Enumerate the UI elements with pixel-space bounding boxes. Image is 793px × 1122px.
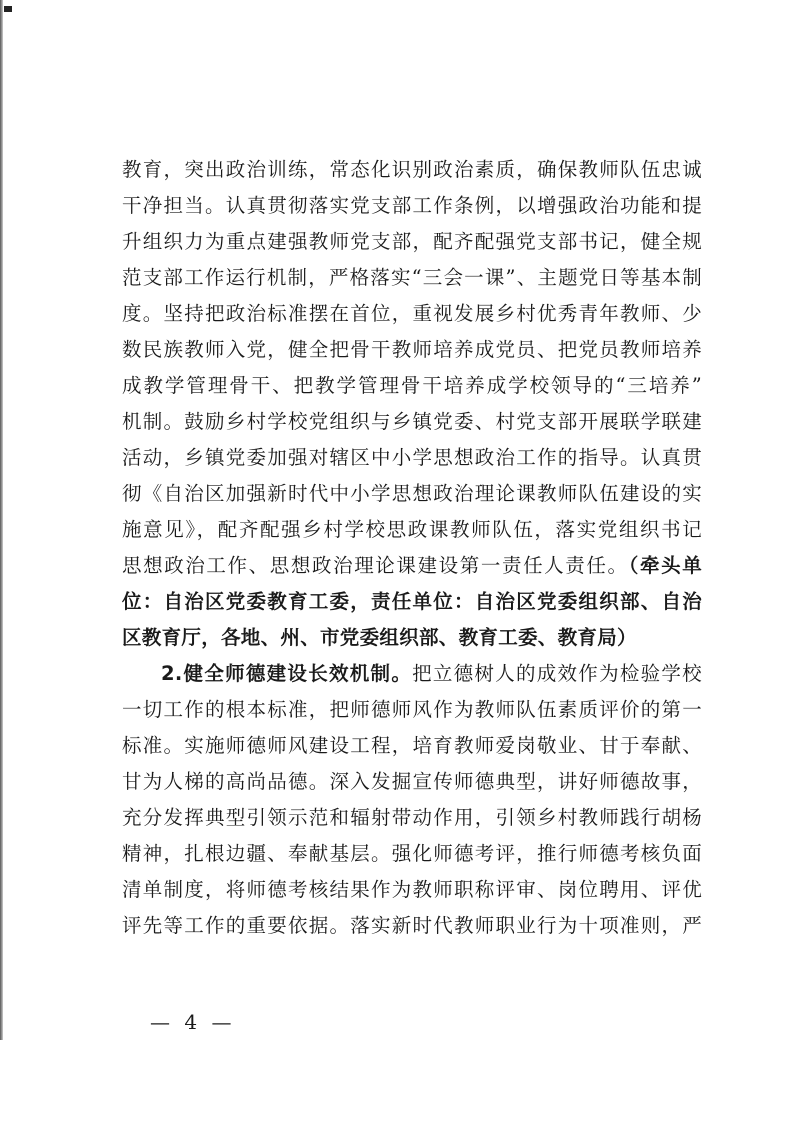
- section-heading-line: [122, 656, 702, 692]
- text-line-mixed: [122, 548, 702, 584]
- text-line: 标准。实施师德师风建设工程，培育教师爱岗敬业、甘于奉献、: [122, 734, 702, 757]
- text-line: 施意见》，配齐配强乡村学校思政课教师队伍，落实党组织书记: [122, 518, 702, 541]
- text-line: 评先等工作的重要依据。落实新时代教师职业行为十项准则，严: [122, 914, 702, 937]
- text-line: 清单制度，将师德考核结果作为教师职称评审、岗位聘用、评优: [122, 878, 702, 901]
- text-line: 活动，乡镇党委加强对辖区中小学思想政治工作的指导。认真贯: [122, 446, 702, 469]
- scan-edge-shadow: [0, 0, 3, 1040]
- responsibility-note-line: 区教育厅，各地、州、市党委组织部、教育工委、教育局）: [122, 626, 637, 649]
- responsibility-note-start: （牵头单: [628, 554, 703, 577]
- text-line: 甘为人梯的高尚品德。深入发掘宣传师德典型，讲好师德故事，: [122, 770, 702, 793]
- text-line: 机制。鼓励乡村学校党组织与乡镇党委、村党支部开展联学联建: [122, 410, 702, 433]
- text-line: 升组织力为重点建强教师党支部，配齐配强党支部书记，健全规: [122, 230, 702, 253]
- page-number: — 4 —: [150, 1010, 236, 1034]
- scan-mark: [4, 6, 12, 12]
- text-segment: 把立德树人的成效作为检验学校: [412, 662, 702, 685]
- text-line: 干净担当。认真贯彻落实党支部工作条例，以增强政治功能和提: [122, 194, 702, 217]
- text-line: 范支部工作运行机制，严格落实“三会一课”、主题党日等基本制: [122, 266, 702, 289]
- text-line: 教育，突出政治训练，常态化识别政治素质，确保教师队伍忠诚: [122, 158, 702, 181]
- text-line: 一切工作的根本标准，把师德师风作为教师队伍素质评价的第一: [122, 698, 702, 721]
- document-body: [122, 152, 702, 944]
- text-line: 度。坚持把政治标准摆在首位，重视发展乡村优秀青年教师、少: [122, 302, 702, 325]
- section-heading: 2.健全师德建设长效机制。: [161, 662, 413, 685]
- text-line: 成教学管理骨干、把教学管理骨干培养成学校领导的“三培养”: [122, 374, 702, 397]
- text-line: 数民族教师入党，健全把骨干教师培养成党员、把党员教师培养: [122, 338, 702, 361]
- text-line: 充分发挥典型引领示范和辐射带动作用，引领乡村教师践行胡杨: [122, 806, 702, 829]
- responsibility-note-line: 位：自治区党委教育工委，责任单位：自治区党委组织部、自治: [122, 590, 702, 613]
- text-segment: 思想政治工作、思想政治理论课建设第一责任人责任。: [122, 554, 629, 577]
- text-line: 彻《自治区加强新时代中小学思想政治理论课教师队伍建设的实: [122, 482, 702, 505]
- text-line: 精神，扎根边疆、奉献基层。强化师德考评，推行师德考核负面: [122, 842, 702, 865]
